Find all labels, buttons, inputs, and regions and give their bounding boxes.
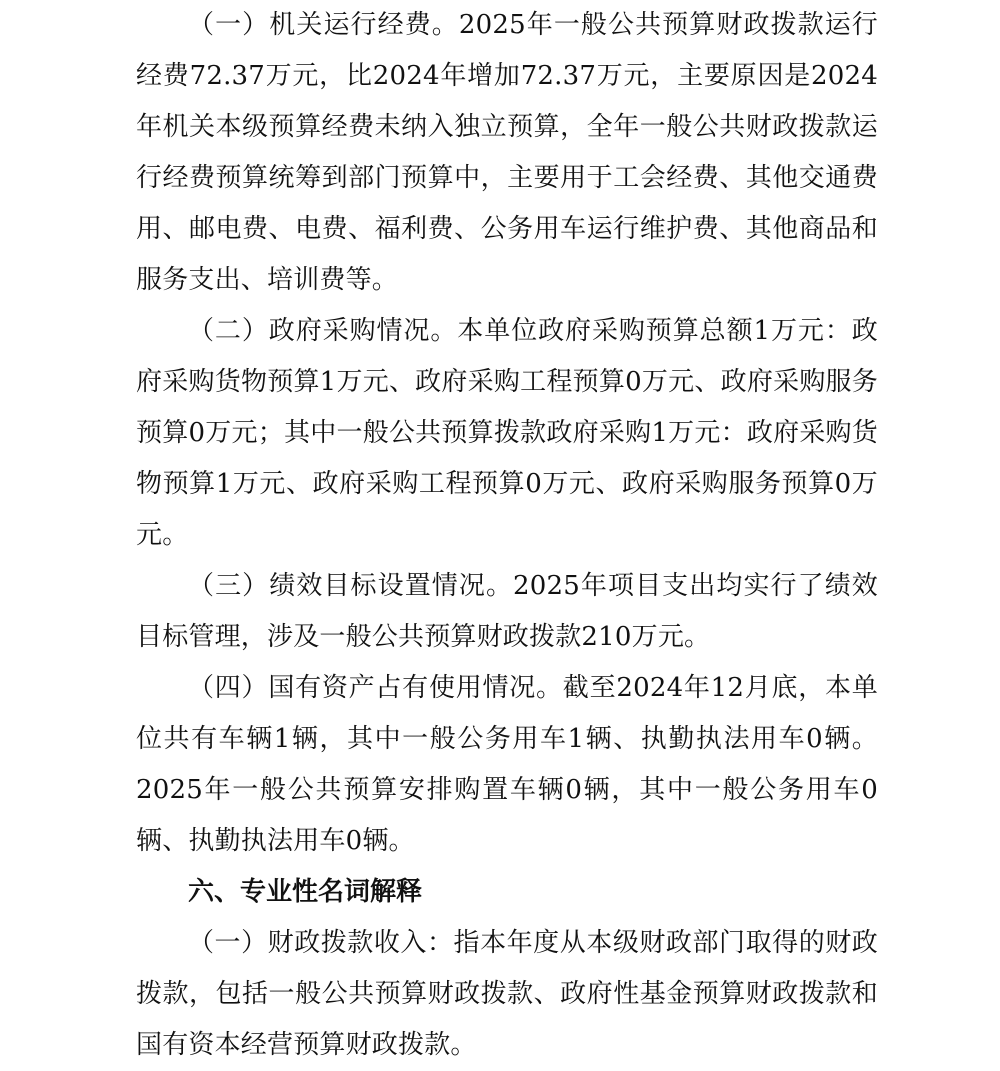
document-page (136, 0, 878, 1071)
paragraph-performance-targets: （三）绩效目标设置情况。2025年项目支出均实行了绩效目标管理，涉及一般公共预算财政拨款210万元。 (136, 571, 878, 652)
paragraph-operating-expenses: （一）机关运行经费。2025年一般公共预算财政拨款运行经费72.37万元，比2024年增加72.37万元，主要原因是2024年机关本级预算经费未纳入独立预算，全年一般公共财政拨款运行经费预算统筹到部门预算中，主要用于工会经费、其他交通费用、邮电费、电费、福利费、公务用车运行维护费、其他商品和服务支出、培训费等。 (136, 10, 878, 295)
paragraph-fiscal-appropriation-income: （一）财政拨款收入：指本年度从本级财政部门取得的财政拨款，包括一般公共预算财政拨款、政府性基金预算财政拨款和国有资本经营预算财政拨款。 (136, 928, 878, 1060)
section-heading: 六、专业性名词解释 (188, 877, 423, 907)
paragraph-state-assets: （四）国有资产占有使用情况。截至2024年12月底，本单位共有车辆1辆，其中一般公务用车1辆、执勤执法用车0辆。2025年一般公共预算安排购置车辆0辆，其中一般公务用车0辆、执勤执法用车0辆。 (136, 673, 878, 856)
paragraph-government-procurement: （二）政府采购情况。本单位政府采购预算总额1万元：政府采购货物预算1万元、政府采购工程预算0万元、政府采购服务预算0万元；其中一般公共预算拨款政府采购1万元：政府采购货物预算1万元、政府采购工程预算0万元、政府采购服务预算0万元。 (136, 316, 878, 550)
